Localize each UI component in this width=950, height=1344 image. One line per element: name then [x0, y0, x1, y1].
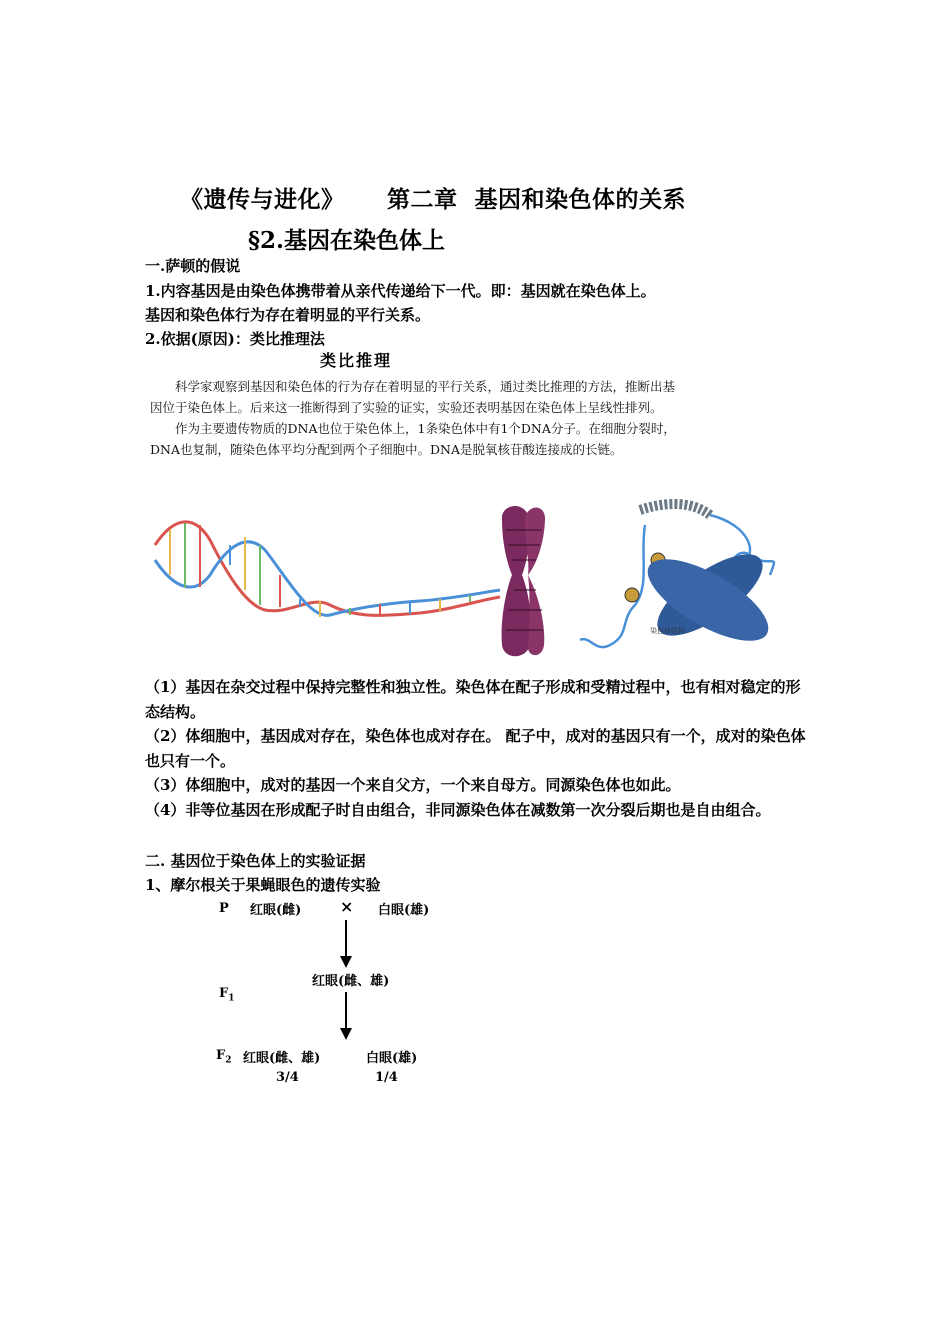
cross-f2-red-ratio: 3/4: [276, 1070, 299, 1085]
cross-f2-label: $F_2$: [216, 1048, 232, 1066]
blue-chromosome-image: [580, 504, 780, 657]
svg-text:染色体结构: 染色体结构: [650, 627, 685, 635]
section2-heading: 二. 基因位于染色体上的实验证据: [145, 852, 366, 870]
cross-p-label: P: [219, 901, 229, 916]
cross-f2-red: 红眼(雌、雄): [243, 1051, 321, 1066]
analogy-para1: 科学家观察到基因和染色体的行为存在着明显的平行关系，通过类比推理的方法，推断出基因位于染色体上。后来这一推断得到了实验的证实，实验还表明基因在染色体上呈线性排列。: [150, 379, 676, 415]
analogy-text: [150, 376, 680, 460]
dna-chromosome-illustration: [150, 495, 810, 665]
parallel-3: （3）体细胞中，成对的基因一个来自父方，一个来自母方。同源染色体也如此。: [145, 776, 681, 794]
parallel-1: （1）基因在杂交过程中保持完整性和独立性。染色体在配子形成和受精过程中，也有相对稳定的形态结构。: [145, 678, 801, 721]
purple-chromosome-image: [502, 506, 545, 656]
section2-sub1: 1、摩尔根关于果蝇眼色的遗传实验: [145, 876, 381, 894]
cross-p-female: 红眼(雌): [250, 903, 302, 918]
arrow-down-icon: [336, 918, 356, 970]
cross-f2-white-ratio: 1/4: [375, 1070, 398, 1085]
cross-p-male: 白眼(雄): [378, 903, 430, 918]
cross-f1-label: $F_1$: [219, 986, 235, 1004]
cross-f1-result: 红眼(雌、雄): [312, 974, 390, 989]
section1-point1: 1.内容基因是由染色体携带着从亲代传递给下一代。即：基因就在染色体上。: [145, 282, 656, 300]
analogy-title: 类比推理: [320, 351, 393, 370]
analogy-para2: 作为主要遗传物质的DNA也位于染色体上，1条染色体中有1个DNA分子。在细胞分裂时，DNA也复制，随染色体平均分配到两个子细胞中。DNA是脱氧核苷酸连接成的长链。: [150, 421, 676, 457]
parallel-2: （2）体细胞中，基因成对存在，染色体也成对存在。 配子中，成对的基因只有一个，成对的染色体也只有一个。: [145, 727, 806, 770]
section-title: §2.基因在染色体上: [248, 227, 446, 254]
page-title: 《遗传与进化》 第二章 基因和染色体的关系: [180, 186, 687, 213]
section1-point1-cont: 基因和染色体行为存在着明显的平行关系。: [145, 306, 431, 324]
cross-sign: ×: [340, 897, 354, 916]
section1-heading: 一.萨顿的假说: [145, 257, 241, 275]
arrow-down-icon: [336, 990, 356, 1042]
section1-point2: 2.依据(原因)：类比推理法: [145, 330, 325, 348]
parallel-4: （4）非等位基因在形成配子时自由组合，非同源染色体在减数第一次分裂后期也是自由组合。: [145, 801, 771, 819]
cross-f2-white: 白眼(雄): [366, 1051, 418, 1066]
dna-helix-image: [155, 522, 500, 617]
